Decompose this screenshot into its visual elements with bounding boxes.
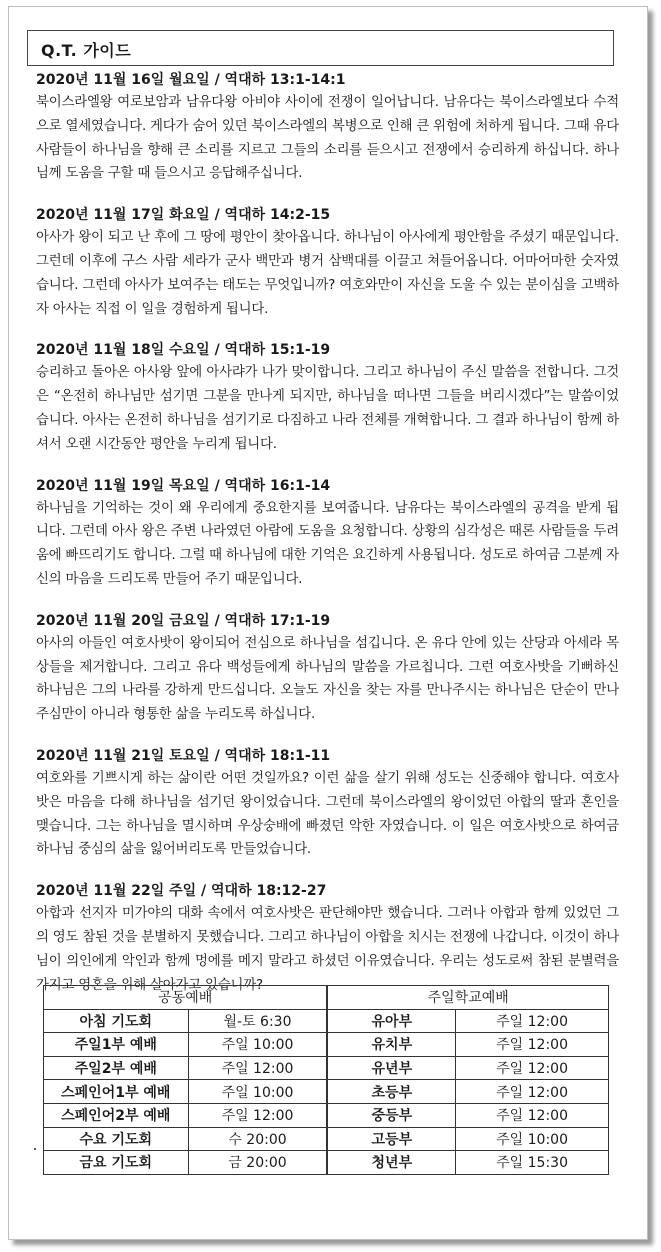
service-name: 스페인어2부 예배 [44,1103,189,1127]
entry-header: 2020년 11월 17일 화요일 / 역대하 14:2-15 [36,207,331,224]
qt-entry [36,205,619,321]
common-worship-header: 공동예배 [44,986,328,1010]
qt-entry [36,611,619,727]
entry-body: 아합과 선지자 미가야의 대화 속에서 여호사밧은 판단해야만 했습니다. 그러나 아합과 함께 있었던 그의 영도 참된 것을 분별하지 못했습니다. 그리고 하나님이 아합을 치시는 전쟁에 나갑니다. 이것이 하나님이 의인에게 악인과 함께 멍에를 메지 말라고 하셨던 이유였습니다. 우리는 성도로써 참된 분별력을 가지고 영혼을 위해 살아가고 있습니까? [36,906,619,993]
schedule-row [44,1033,609,1057]
entry-header: 2020년 11월 18일 수요일 / 역대하 15:1-19 [36,342,331,359]
sunday-school-header: 주일학교예배 [327,986,608,1010]
entry-header: 2020년 11월 21일 토요일 / 역대하 18:1-11 [36,747,331,764]
department-name: 청년부 [327,1151,455,1175]
service-time: 수 20:00 [188,1127,327,1151]
service-name: 금요 기도회 [44,1151,189,1175]
service-time: 월-토 6:30 [188,1009,327,1033]
department-time: 주일 12:00 [456,1033,609,1057]
department-name: 초등부 [327,1080,455,1104]
qt-entry [36,476,619,592]
schedule-row [44,1103,609,1127]
department-time: 주일 12:00 [456,1080,609,1104]
qt-entry [36,746,619,862]
qt-entries [36,70,619,1016]
entry-header: 2020년 11월 16일 월요일 / 역대하 13:1-14:1 [36,72,346,88]
department-time: 주일 15:30 [456,1151,609,1175]
schedule-row [44,1080,609,1104]
page-title: Q.T. 가이드 [41,41,132,60]
department-name: 유년부 [327,1056,455,1080]
department-time: 주일 10:00 [456,1127,609,1151]
department-time: 주일 12:00 [456,1103,609,1127]
service-name: 수요 기도회 [44,1127,189,1151]
schedule-header-row [44,986,609,1010]
entry-body: 아사가 왕이 되고 난 후에 그 땅에 평안이 찾아옵니다. 하나님이 아사에게 평안함을 주셨기 때문입니다. 그런데 이후에 구스 사람 세라가 군사 백만과 병거 삼백대를 이끌고 쳐들어옵니다. 어마어마한 숫자였습니다. 그런데 아사가 보여주는 태도는 무엇입니까? 여호와만이 자신을 도울 수 있는 분이심을 고백하자 아사는 직접 이 일을 경험하게 됩니다. [36,230,619,317]
schedule-row [44,1151,609,1175]
entry-header: 2020년 11월 20일 금요일 / 역대하 17:1-19 [36,612,331,629]
worship-schedule-table [43,985,609,1175]
entry-header: 2020년 11월 19일 목요일 / 역대하 16:1-14 [36,477,331,494]
department-time: 주일 12:00 [456,1009,609,1033]
entry-body: 여호와를 기쁘시게 하는 삶이란 어떤 것일까요? 이런 삶을 살기 위해 성도는 신중해야 합니다. 여호사밧은 마음을 다해 하나님을 섬기던 왕이었습니다. 그런데 북이스라엘의 왕이었던 아합의 딸과 혼인을 맺습니다. 그는 하나님을 멸시하며 우상숭배에 빠졌던 악한 자였습니다. 이 일은 여호사밧으로 하여금 하나님 중심의 삶을 잃어버리도록 만들었습니다. [36,770,619,858]
service-time: 주일 10:00 [188,1080,327,1104]
department-name: 중등부 [327,1103,455,1127]
service-time: 금 20:00 [188,1151,327,1175]
schedule-row [44,1127,609,1151]
entry-body: 아사의 아들인 여호사밧이 왕이되어 전심으로 하나님을 섬깁니다. 온 유다 안에 있는 산당과 아세라 목상들을 제거합니다. 그리고 유다 백성들에게 하나님의 말씀을 가르칩니다. 그런 여호사밧을 기뻐하신 하나님은 그의 나라를 강하게 만드십니다. 오늘도 자신을 찾는 자를 만나주시는 하나님은 단순이 만나주심만이 아니라 형통한 삶을 누리도록 하십니다. [36,635,619,723]
entry-body: 승리하고 돌아온 아사왕 앞에 아사랴가 나가 맞이합니다. 그리고 하나님이 주신 말씀을 전합니다. 그것은 “온전히 하나님만 섬기면 그분을 만나게 되지만, 하나님을 떠나면 그들을 버리시겠다”는 말씀이었습니다. 아사는 온전히 하나님을 섬기기로 다짐하고 나라 전체를 개혁합니다. 그 결과 하나님이 함께 하셔서 오랜 시간동안 평안을 누리게 됩니다. [36,365,619,452]
service-time: 주일 12:00 [188,1056,327,1080]
service-time: 주일 10:00 [188,1033,327,1057]
department-name: 유치부 [327,1033,455,1057]
schedule-row [44,1009,609,1033]
service-name: 주일1부 예배 [44,1033,189,1057]
service-time: 주일 12:00 [188,1103,327,1127]
department-name: 유아부 [327,1009,455,1033]
entry-body: 북이스라엘왕 여로보암과 남유다왕 아비야 사이에 전쟁이 일어납니다. 남유다는 북이스라엘보다 수적으로 열세였습니다. 게다가 숨어 있던 북이스라엘의 복병으로 인해 큰 위험에 처하게 됩니다. 그때 유다 사람들이 하나님을 향해 큰 소리를 지르고 그들의 소리를 듣으시고 전쟁에서 승리하게 하십니다. 하나님께 도움을 구할 때 들으시고 응답해주십니다. [36,95,619,182]
qt-guide-title-box [27,30,614,66]
schedule-row [44,1056,609,1080]
qt-entry [36,70,619,186]
service-name: 주일2부 예배 [44,1056,189,1080]
entry-body: 하나님을 기억하는 것이 왜 우리에게 중요한지를 보여줍니다. 남유다는 북이스라엘의 공격을 받게 됩니다. 그런데 아사 왕은 주변 나라였던 아람에 도움을 요청합니다. 상황의 심각성은 때론 사람들을 두려움에 빠뜨리기도 합니다. 그럴 때 하나님에 대한 기억은 요긴하게 사용됩니다. 성도로 하여금 그분께 자신의 마음을 드리도록 만들어 주기 때문입니다. [36,500,619,587]
entry-header: 2020년 11월 22일 주일 / 역대하 18:12-27 [36,883,327,900]
department-time: 주일 12:00 [456,1056,609,1080]
qt-entry [36,340,619,456]
service-name: 아침 기도회 [44,1009,189,1033]
service-name: 스페인어1부 예배 [44,1080,189,1104]
department-name: 고등부 [327,1127,455,1151]
qt-entry [36,881,619,997]
stray-dot [34,1148,36,1150]
